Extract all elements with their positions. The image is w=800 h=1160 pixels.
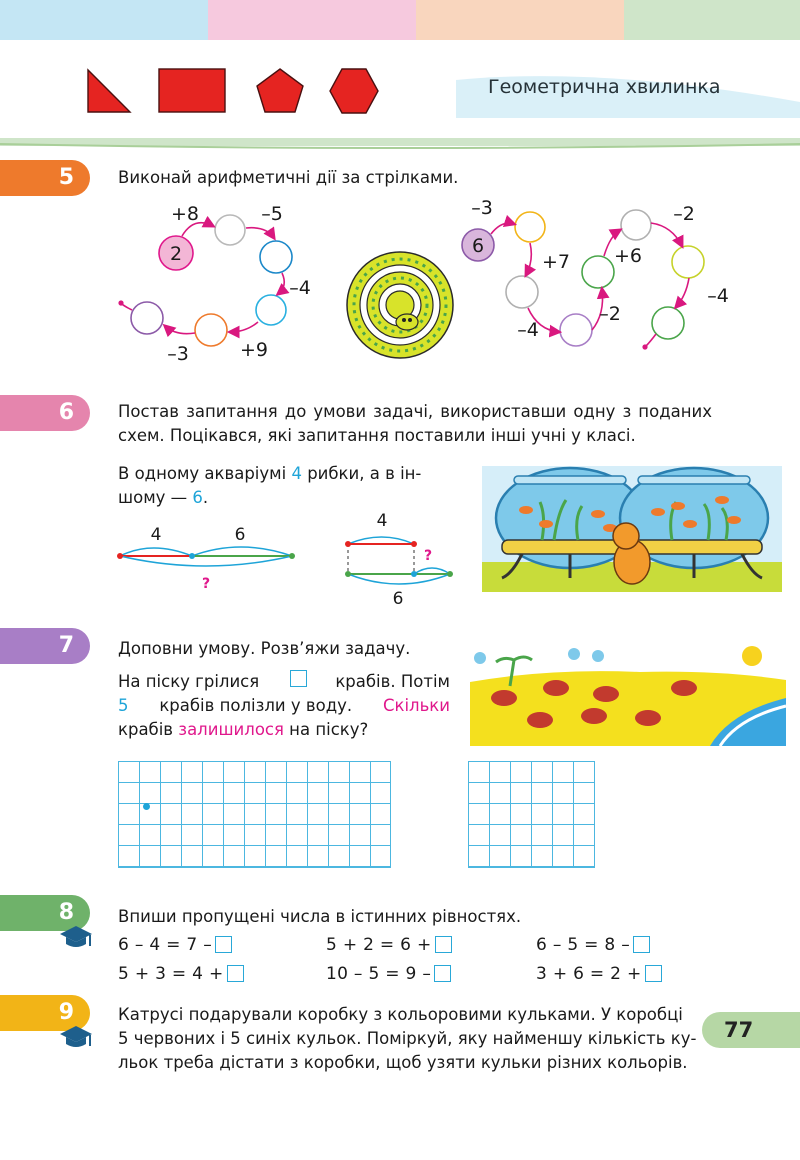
svg-text:4: 4 [376,511,388,531]
snake-illustration [347,252,453,358]
task-7-number: 7 [0,628,90,664]
graduation-cap-icon [58,1024,94,1052]
header-strip-pink [208,0,416,40]
graduation-cap-icon [58,924,94,952]
crabs-illustration [470,642,786,746]
svg-text:+9: +9 [239,339,269,361]
hexagon-shape [330,69,378,113]
task-6-number: 6 [0,395,90,431]
task-6-condition: В одному акваріумі 4 рибки, а в ін- шому — 6. [118,464,422,507]
rectangle-shape [159,69,225,112]
chain2-start: 6 [471,235,485,257]
answer-grid-left[interactable] [118,761,391,868]
task-9-text: Катрусі подарували коробку з кольоровими кульками. У коробці 5 червоних і 5 синіх кульок. Поміркуй, яку найменшу кількість ку- льок треба дістати з коробки, щоб узяти кульки різних кольорів. [118,1005,697,1072]
equation-3-box[interactable] [633,936,650,953]
equation-2-box[interactable] [435,936,452,953]
equation-1: 6 – 4 = 7 – [118,935,232,955]
task-8-text: Впиши пропущені числа в істинних рівностях. [118,907,522,926]
equation-4: 5 + 3 = 4 + [118,964,244,984]
pentagon-shape [257,69,303,112]
equation-5-box[interactable] [434,965,451,982]
svg-text:6: 6 [234,525,246,545]
equation-3: 6 – 5 = 8 – [536,935,650,955]
svg-text:–4: –4 [517,319,539,341]
task-6-schemes [110,511,470,609]
header-strip-green [624,0,800,40]
task-5-text: Виконай арифметичні дії за стрілками. [118,168,459,187]
svg-text:?: ? [423,548,433,564]
svg-text:–2: –2 [599,303,621,325]
triangle-shape [88,70,130,112]
header-strip-orange [416,0,624,40]
answer-grid-right[interactable] [468,761,595,868]
svg-text:+7: +7 [541,251,571,273]
equation-2: 5 + 2 = 6 + [326,935,452,955]
equation-6: 3 + 6 = 2 + [536,964,662,984]
grid-dot [143,803,150,810]
task-7-line1: Доповни умову. Розв’яжи задачу. [118,639,411,658]
svg-text:–4: –4 [707,285,729,307]
chain1-start: 2 [169,243,183,265]
svg-text:?: ? [201,576,211,592]
task-8-number: 8 [0,895,90,931]
svg-text:–4: –4 [289,277,311,299]
crabs-answer-box[interactable] [290,670,307,687]
aquarium-illustration [482,466,782,592]
task-5-number: 5 [0,160,90,196]
section-title: Геометрична хвилинка [488,76,721,98]
header-strip-blue [0,0,208,40]
svg-text:–2: –2 [673,203,695,225]
svg-text:+6: +6 [613,245,643,267]
geometric-shapes [84,66,384,116]
equation-1-box[interactable] [215,936,232,953]
task-9-number: 9 [0,995,90,1031]
svg-text:+8: +8 [170,203,200,225]
svg-text:4: 4 [150,525,162,545]
equation-5: 10 – 5 = 9 – [326,964,451,984]
svg-text:–3: –3 [167,343,189,365]
equation-4-box[interactable] [227,965,244,982]
task-6-text: Постав запитання до умови задачі, використавши одну з поданих схем. Поцікався, які запитання поставили інші учні у класі. [118,402,712,445]
svg-text:–3: –3 [471,197,493,219]
page-number: 77 [702,1012,800,1048]
equation-6-box[interactable] [645,965,662,982]
svg-text:–5: –5 [261,203,283,225]
task-7-problem: На піску грілися крабів. Потім 5 крабів полізли у воду. Скільки крабів залишилося на піску? [118,672,450,739]
svg-text:6: 6 [392,589,404,609]
task-5-diagram [110,190,800,370]
